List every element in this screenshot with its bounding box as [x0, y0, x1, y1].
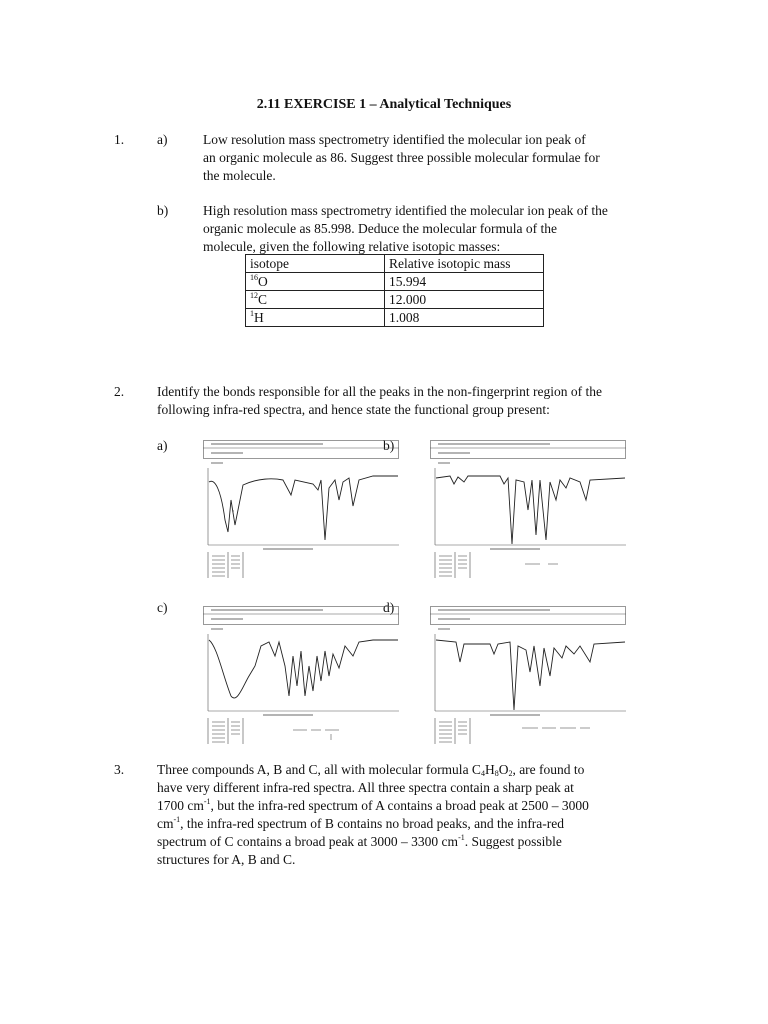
- page-title: 2.11 EXERCISE 1 – Analytical Techniques: [256, 97, 512, 112]
- question-3-number: 3.: [114, 762, 125, 777]
- table-cell-mass: 1.008: [385, 309, 544, 327]
- table-header-cell: isotope: [246, 255, 385, 273]
- question-2-number: 2.: [114, 384, 125, 399]
- table-cell-isotope: $^1$H: [246, 309, 385, 327]
- question-1a-label: a): [157, 132, 168, 147]
- table-row: [246, 273, 544, 291]
- ir-spectrum-b: [430, 440, 626, 580]
- table-cell-isotope: $^{16}$O: [246, 273, 385, 291]
- isotope-table: [245, 254, 544, 327]
- question-1b-label: b): [157, 203, 169, 218]
- table-header-cell: Relative isotopic mass: [385, 255, 544, 273]
- question-2-text: Identify the bonds responsible for all the peaks in the non-fingerprint region of the following infra-red spectra, and hence state the functional group present:: [157, 384, 603, 417]
- ir-spectrum-a: [203, 440, 399, 580]
- table-cell-mass: 15.994: [385, 273, 544, 291]
- spectrum-a-label: a): [157, 438, 168, 453]
- spectrum-c-label: c): [157, 600, 168, 615]
- question-1a-text: Low resolution mass spectrometry identified the molecular ion peak of an organic molecule as 86. Suggest three possible molecular formulae for the molecule.: [203, 132, 600, 183]
- table-cell-isotope: $^{12}$C: [246, 291, 385, 309]
- spectrum-b-label: b): [383, 438, 395, 453]
- ir-spectrum-d: [430, 606, 626, 746]
- question-1b-text: High resolution mass spectrometry identified the molecular ion peak of the organic molecule as 85.998. Deduce the molecular formula of the molecule, given the following relative isotopic masses:: [203, 203, 608, 254]
- question-1-number: 1.: [114, 132, 125, 147]
- question-3-text: Three compounds A, B and C, all with molecular formula $C_4H_8O_2$, are found to have very different infra-red spectra. All three spectra contain a sharp peak at 1700 $cm^{-1}$, but the infra-red spectrum of A contains a broad peak at 2500 – 3000 $cm^{-1}$, the infra-red spectrum of B contains no broad peaks, and the infra-red spectrum of C contains a broad peak at 3000 – 3300 $cm^{-1}$. Suggest possible structures for A, B and C.: [157, 762, 589, 867]
- table-row: [246, 291, 544, 309]
- spectrum-d-label: d): [383, 600, 395, 615]
- table-header-row: [246, 255, 544, 273]
- table-cell-mass: 12.000: [385, 291, 544, 309]
- ir-spectrum-c: [203, 606, 399, 746]
- table-row: [246, 309, 544, 327]
